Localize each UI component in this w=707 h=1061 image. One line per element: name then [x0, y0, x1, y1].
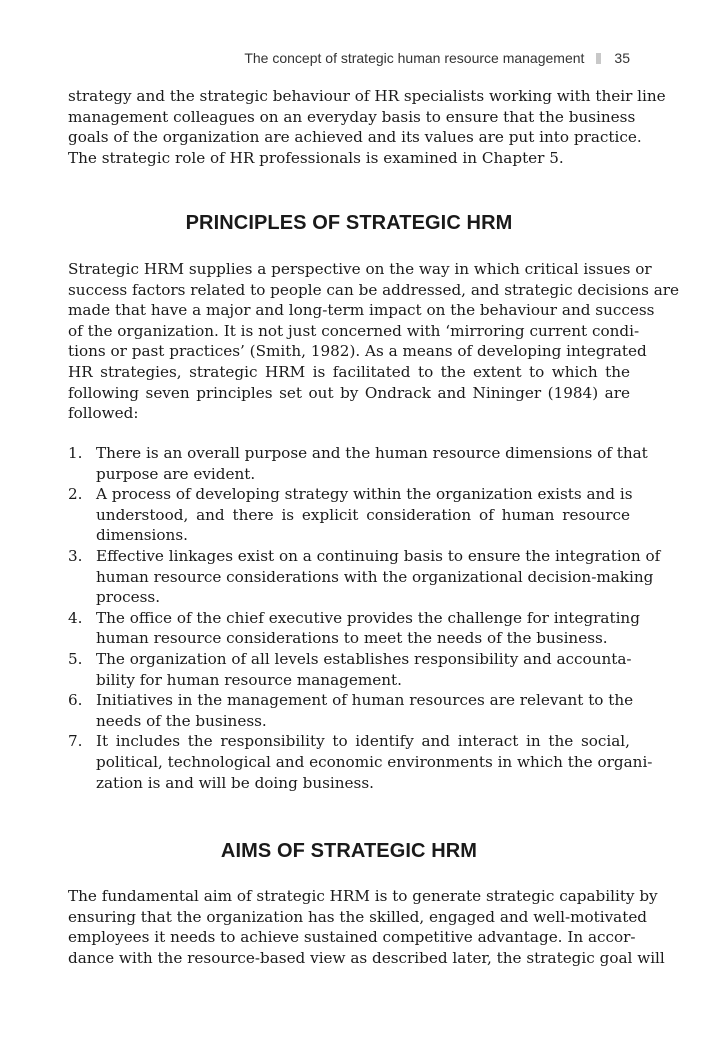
page-number: 35 — [614, 50, 630, 66]
list-item-number: 7. — [68, 732, 83, 751]
text-line: political, technological and economic environments in which the organi- — [96, 752, 653, 771]
text-line: It includes the responsibility to identify and interact in the social, — [96, 732, 630, 751]
text-line: management colleagues on an everyday basis to ensure that the business — [68, 107, 636, 126]
text-line: A process of developing strategy within the organization exists and is — [96, 485, 633, 504]
running-head — [244, 50, 630, 66]
principles-list — [68, 443, 661, 793]
list-item — [68, 484, 633, 546]
list-item — [68, 649, 630, 690]
text-line: purpose are evident. — [96, 464, 256, 483]
text-line: process. — [96, 588, 161, 607]
text-line: strategy and the strategic behaviour of HR specialists working with their line — [68, 87, 666, 105]
text-line: followed: — [68, 404, 139, 423]
text-line: of the organization. It is not just concerned with ‘mirroring current condi- — [68, 321, 640, 340]
text-line: zation is and will be doing business. — [96, 773, 374, 792]
running-head-title: The concept of strategic human resource management — [244, 50, 585, 66]
text-line: made that have a major and long-term impact on the behaviour and success — [68, 301, 655, 320]
text-line: The fundamental aim of strategic HRM is to generate strategic capability by — [68, 887, 658, 905]
text-line: dimensions. — [96, 526, 188, 545]
text-line: human resource considerations with the organizational decision-making — [96, 567, 654, 586]
text-line: dance with the resource-based view as described later, the strategic goal will — [68, 948, 665, 967]
text-line: There is an overall purpose and the human resource dimensions of that — [96, 444, 648, 462]
text-line: tions or past practices’ (Smith, 1982). As a means of developing integrated — [68, 342, 647, 361]
text-line: human resource considerations to meet the needs of the business. — [96, 629, 608, 648]
list-item-number: 6. — [68, 691, 83, 710]
text-line: The office of the chief executive provides the challenge for integrating — [96, 608, 640, 627]
text-line: Initiatives in the management of human resources are relevant to the — [96, 691, 634, 710]
list-item — [68, 443, 648, 484]
list-item-number: 1. — [68, 444, 83, 462]
running-head-separator — [596, 53, 601, 64]
text-line: HR strategies, strategic HRM is facilitated to the extent to which the — [68, 362, 630, 381]
text-line: following seven principles set out by Ondrack and Nininger (1984) are — [68, 383, 630, 402]
list-item-number: 3. — [68, 546, 83, 565]
text-line: employees it needs to achieve sustained competitive advantage. In accor- — [68, 928, 636, 947]
list-item — [68, 546, 661, 608]
text-line: needs of the business. — [96, 711, 267, 730]
section-heading-aims: AIMS OF STRATEGIC HRM — [220, 840, 478, 862]
aims-paragraph — [68, 886, 665, 968]
list-item-number: 5. — [68, 649, 83, 668]
list-item-number: 2. — [68, 485, 83, 504]
text-line: goals of the organization are achieved and its values are put into practice. — [68, 128, 642, 147]
list-item-number: 4. — [68, 608, 83, 627]
principles-intro-paragraph — [68, 259, 680, 424]
text-line: The organization of all levels establishes responsibility and accounta- — [96, 649, 632, 668]
text-line: Effective linkages exist on a continuing basis to ensure the integration of — [96, 546, 661, 565]
section-heading-principles: PRINCIPLES OF STRATEGIC HRM — [185, 212, 513, 234]
text-line: The strategic role of HR professionals is examined in Chapter 5. — [68, 148, 564, 167]
text-line: understood, and there is explicit consideration of human resource — [96, 505, 630, 524]
text-line: bility for human resource management. — [96, 670, 402, 689]
text-line: success factors related to people can be addressed, and strategic decisions are — [68, 280, 680, 299]
list-item — [68, 731, 653, 793]
intro-paragraph — [68, 86, 666, 168]
list-item — [68, 608, 640, 649]
text-line: ensuring that the organization has the skilled, engaged and well-motivated — [68, 907, 648, 926]
text-line: Strategic HRM supplies a perspective on the way in which critical issues or — [68, 260, 652, 278]
list-item — [68, 690, 634, 731]
